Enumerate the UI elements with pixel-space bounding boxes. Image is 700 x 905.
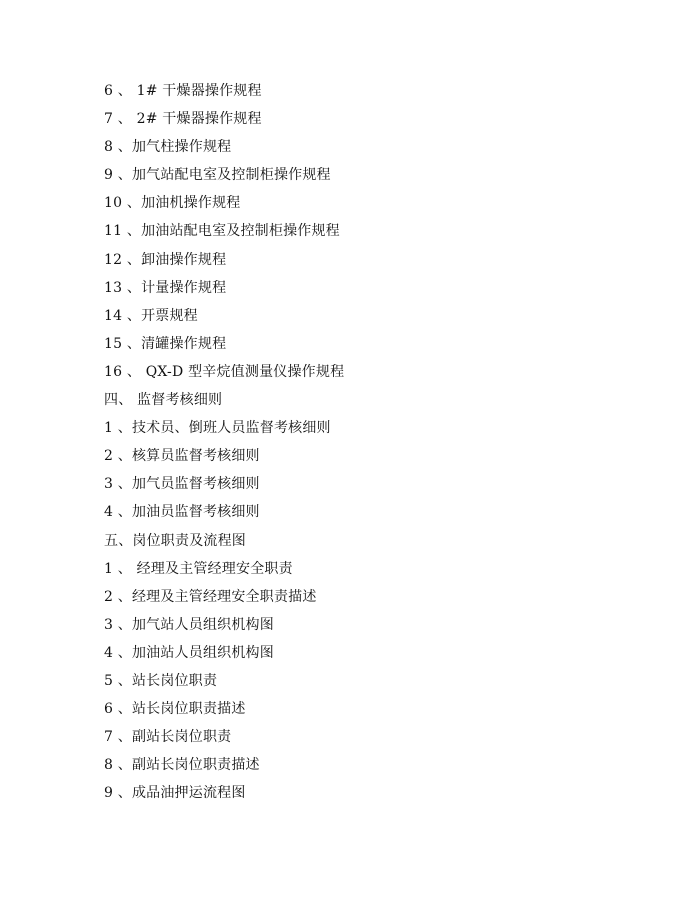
table-of-contents	[104, 80, 344, 810]
toc-item: 6 、 1# 干燥器操作规程	[104, 83, 262, 99]
toc-item: 12 、卸油操作规程	[104, 251, 227, 268]
toc-item: 13 、计量操作规程	[104, 279, 227, 296]
section-heading: 四、 监督考核细则	[104, 392, 223, 409]
toc-item: 15 、清罐操作规程	[104, 335, 227, 352]
toc-item: 3 、加气站人员组织机构图	[104, 616, 274, 633]
toc-item: 7 、 2# 干燥器操作规程	[104, 111, 262, 128]
toc-item: 5 、站长岗位职责	[104, 672, 218, 689]
toc-item: 11 、加油站配电室及控制柜操作规程	[104, 223, 340, 240]
toc-item: 2 、经理及主管经理安全职责描述	[104, 588, 317, 605]
toc-item: 1 、技术员、倒班人员监督考核细则	[104, 420, 331, 437]
toc-item: 1 、 经理及主管经理安全职责	[104, 560, 293, 577]
toc-item: 8 、加气柱操作规程	[104, 139, 232, 156]
toc-item: 3 、加气员监督考核细则	[104, 476, 260, 493]
toc-item: 2 、核算员监督考核细则	[104, 448, 260, 465]
toc-item: 7 、副站长岗位职责	[104, 729, 232, 746]
section-heading: 五、岗位职责及流程图	[104, 532, 246, 549]
toc-item: 16 、 QX-D 型辛烷值测量仪操作规程	[104, 363, 345, 380]
toc-item: 4 、加油员监督考核细则	[104, 504, 260, 521]
toc-item: 6 、站长岗位职责描述	[104, 701, 246, 718]
toc-item: 9 、加气站配电室及控制柜操作规程	[104, 167, 331, 184]
toc-item: 8 、副站长岗位职责描述	[104, 757, 260, 774]
toc-item: 9 、成品油押运流程图	[104, 785, 246, 802]
toc-item: 10 、加油机操作规程	[104, 195, 241, 212]
toc-item: 14 、开票规程	[104, 307, 198, 324]
toc-item: 4 、加油站人员组织机构图	[104, 644, 274, 661]
